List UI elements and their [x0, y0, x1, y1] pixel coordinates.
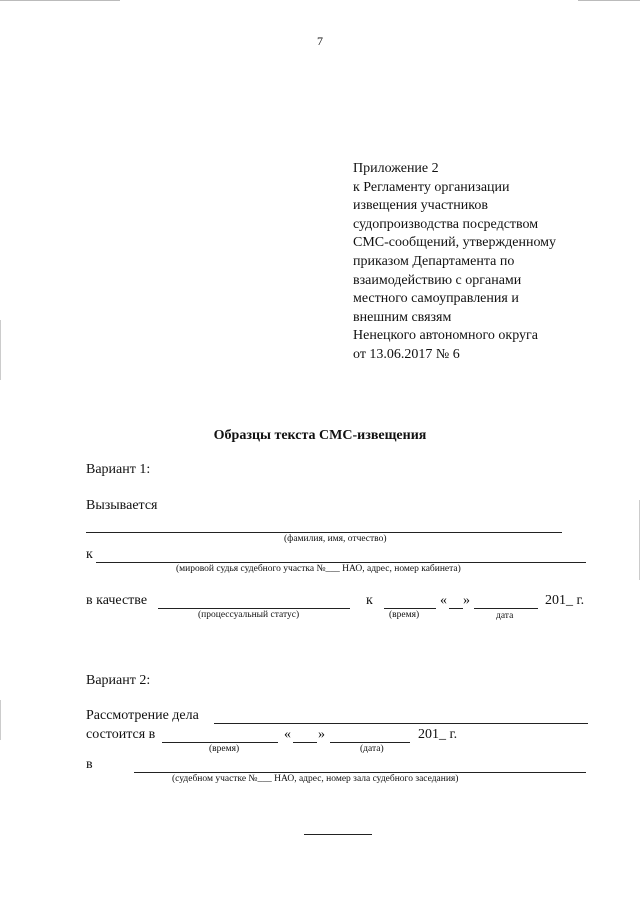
appendix-line: приказом Департамента по — [353, 253, 515, 269]
fio-line — [86, 532, 562, 533]
summons-label: Вызывается — [86, 498, 158, 513]
month-line — [474, 608, 538, 609]
year-label: 201_ г. — [545, 593, 585, 608]
appendix-line: местного самоуправления и — [353, 291, 519, 307]
fio-caption: (фамилия, имя, отчество) — [284, 534, 387, 544]
capacity-label: в качестве — [86, 593, 148, 608]
time-caption: (время) — [389, 610, 420, 620]
quote-close: » — [463, 593, 470, 608]
quote-open: « — [440, 593, 447, 608]
judge-line — [96, 562, 586, 563]
scan-edge-mark — [0, 700, 1, 740]
day-line-2 — [293, 742, 317, 743]
appendix-line: извещения участников — [353, 198, 488, 214]
month-line-2 — [330, 742, 410, 743]
scan-edge-mark — [0, 320, 1, 380]
held-label: состоится в — [86, 727, 156, 742]
variant1-heading: Вариант 1: — [86, 462, 151, 477]
time-caption-2: (время) — [209, 744, 240, 754]
scan-edge-mark — [578, 0, 640, 1]
appendix-line: взаимодействию с органами — [353, 272, 522, 288]
year-label-2: 201_ г. — [418, 727, 458, 742]
to-label: к — [86, 547, 93, 562]
day-line — [449, 608, 463, 609]
court-line — [134, 772, 586, 773]
date-caption: дата — [496, 611, 514, 621]
page-number: 7 — [317, 34, 323, 48]
in-label: в — [86, 757, 93, 772]
status-line — [158, 608, 350, 609]
scan-edge-mark — [0, 0, 120, 1]
appendix-line: к Регламенту организации — [353, 179, 510, 195]
date-caption-2: (дата) — [360, 744, 384, 754]
quote-open-2: « — [284, 727, 291, 742]
time-line-2 — [162, 742, 278, 743]
judge-caption: (мировой судья судебного участка №___ НАО, адрес, номер кабинета) — [176, 564, 461, 574]
court-caption: (судебном участке №___ НАО, адрес, номер зала судебного заседания) — [172, 774, 459, 784]
appendix-line: Ненецкого автономного округа — [353, 328, 538, 344]
end-separator — [304, 834, 372, 835]
appendix-line: внешним связям — [353, 309, 452, 325]
at-label: к — [366, 593, 373, 608]
appendix-line: судопроизводства посредством — [353, 216, 539, 232]
case-label: Рассмотрение дела — [86, 708, 199, 723]
status-caption: (процессуальный статус) — [198, 610, 300, 620]
quote-close-2: » — [318, 727, 325, 742]
appendix-line: от 13.06.2017 № 6 — [353, 346, 460, 362]
appendix-line: Приложение 2 — [353, 161, 439, 176]
variant2-heading: Вариант 2: — [86, 673, 151, 688]
appendix-block — [353, 160, 613, 365]
case-line — [214, 723, 588, 724]
document-title: Образцы текста СМС-извещения — [213, 428, 427, 443]
appendix-line: СМС-сообщений, утвержденному — [353, 235, 557, 251]
time-line — [384, 608, 436, 609]
